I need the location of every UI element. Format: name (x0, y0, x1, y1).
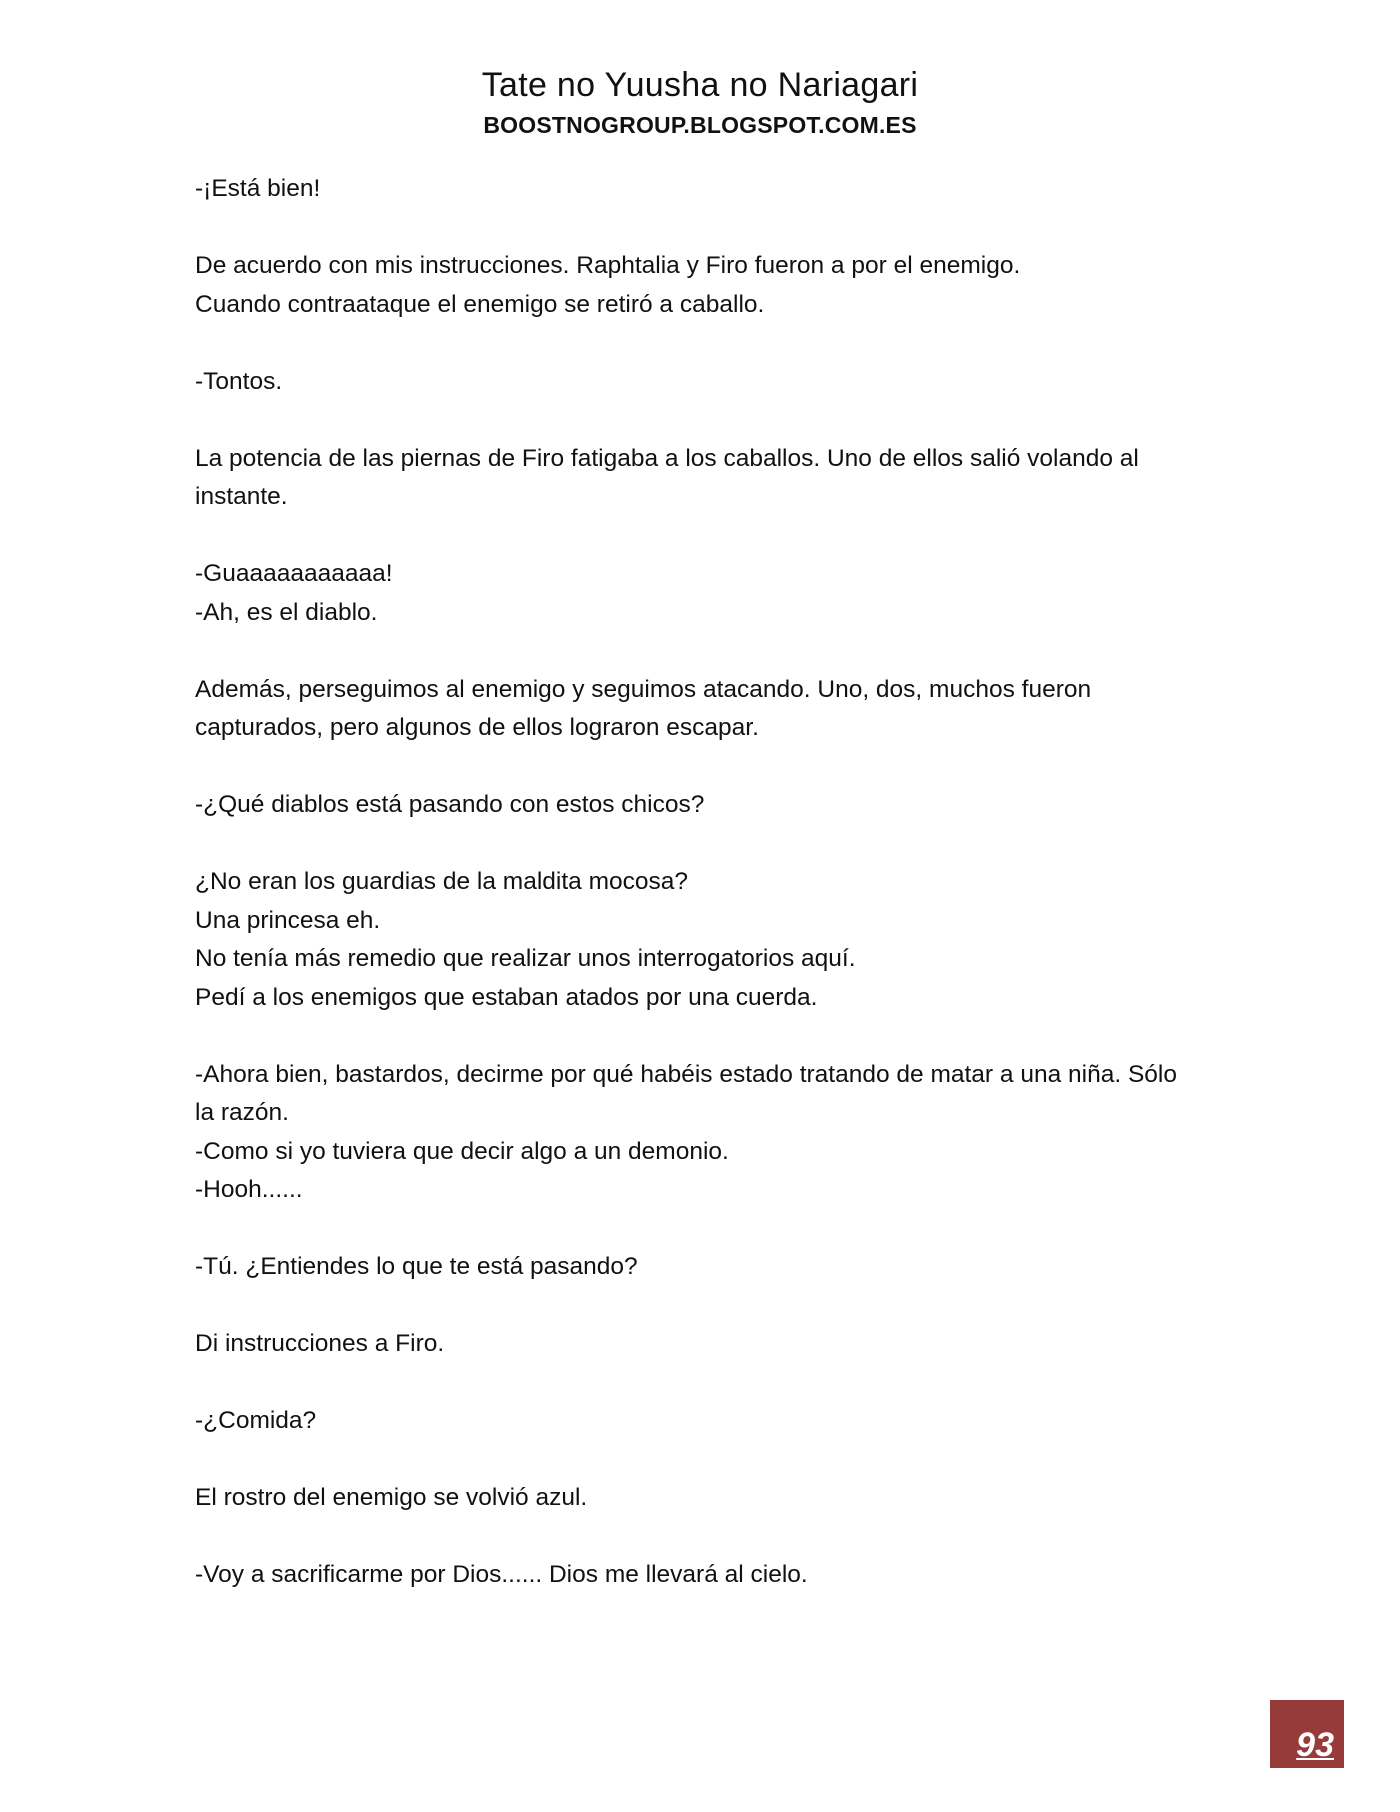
paragraph (195, 555, 1215, 632)
paragraph (195, 1056, 1215, 1210)
paragraph (195, 1556, 1215, 1595)
text-line: -Como si yo tuviera que decir algo a un demonio. (195, 1137, 729, 1165)
text-line: Además, perseguimos al enemigo y seguimos atacando. Uno, dos, muchos fueron (195, 675, 1092, 703)
text-line: -Hooh...... (195, 1176, 303, 1203)
site-url: BOOSTNOGROUP.BLOGSPOT.COM.ES (483, 112, 917, 138)
text-line: -Voy a sacrificarme por Dios...... Dios me llevará al cielo. (195, 1561, 808, 1588)
page-number: 93 (1296, 1726, 1334, 1764)
body-text (195, 170, 1215, 1633)
text-line: Di instrucciones a Firo. (195, 1330, 445, 1357)
text-line: instante. (195, 483, 288, 510)
text-line: Pedí a los enemigos que estaban atados por una cuerda. (195, 983, 818, 1011)
paragraph (195, 170, 1215, 209)
text-line: -Tú. ¿Entiendes lo que te está pasando? (195, 1253, 638, 1280)
text-line: la razón. (195, 1099, 289, 1126)
page-number-badge (1270, 1700, 1344, 1768)
text-line: No tenía más remedio que realizar unos interrogatorios aquí. (195, 945, 856, 972)
text-line: -Tontos. (195, 367, 283, 395)
text-line: -Ahora bien, bastardos, decirme por qué habéis estado tratando de matar a una niña. Sólo (195, 1060, 1177, 1088)
paragraph (195, 1325, 1215, 1364)
paragraph (195, 786, 1215, 825)
paragraph (195, 440, 1215, 517)
paragraph (195, 247, 1215, 324)
paragraph (195, 1248, 1215, 1287)
paragraph (195, 1402, 1215, 1441)
text-line: Una princesa eh. (195, 906, 381, 934)
text-line: De acuerdo con mis instrucciones. Raphtalia y Firo fueron a por el enemigo. (195, 252, 1021, 279)
text-line: El rostro del enemigo se volvió azul. (195, 1484, 588, 1511)
text-line: -¿Qué diablos está pasando con estos chicos? (195, 791, 705, 818)
text-line: ¿No eran los guardias de la maldita mocosa? (195, 868, 688, 895)
text-line: -Guaaaaaaaaaaa! (195, 560, 393, 587)
text-line: La potencia de las piernas de Firo fatigaba a los caballos. Uno de ellos salió volando al (195, 444, 1139, 472)
text-line: -¿Comida? (195, 1407, 317, 1434)
text-line: capturados, pero algunos de ellos lograron escapar. (195, 714, 759, 741)
document-title: Tate no Yuusha no Nariagari (481, 66, 919, 104)
text-line: -Ah, es el diablo. (195, 598, 378, 626)
paragraph (195, 363, 1215, 402)
text-line: Cuando contraataque el enemigo se retiró a caballo. (195, 290, 765, 318)
paragraph (195, 863, 1215, 1017)
paragraph (195, 671, 1215, 748)
paragraph (195, 1479, 1215, 1518)
text-line: -¡Está bien! (195, 175, 321, 202)
